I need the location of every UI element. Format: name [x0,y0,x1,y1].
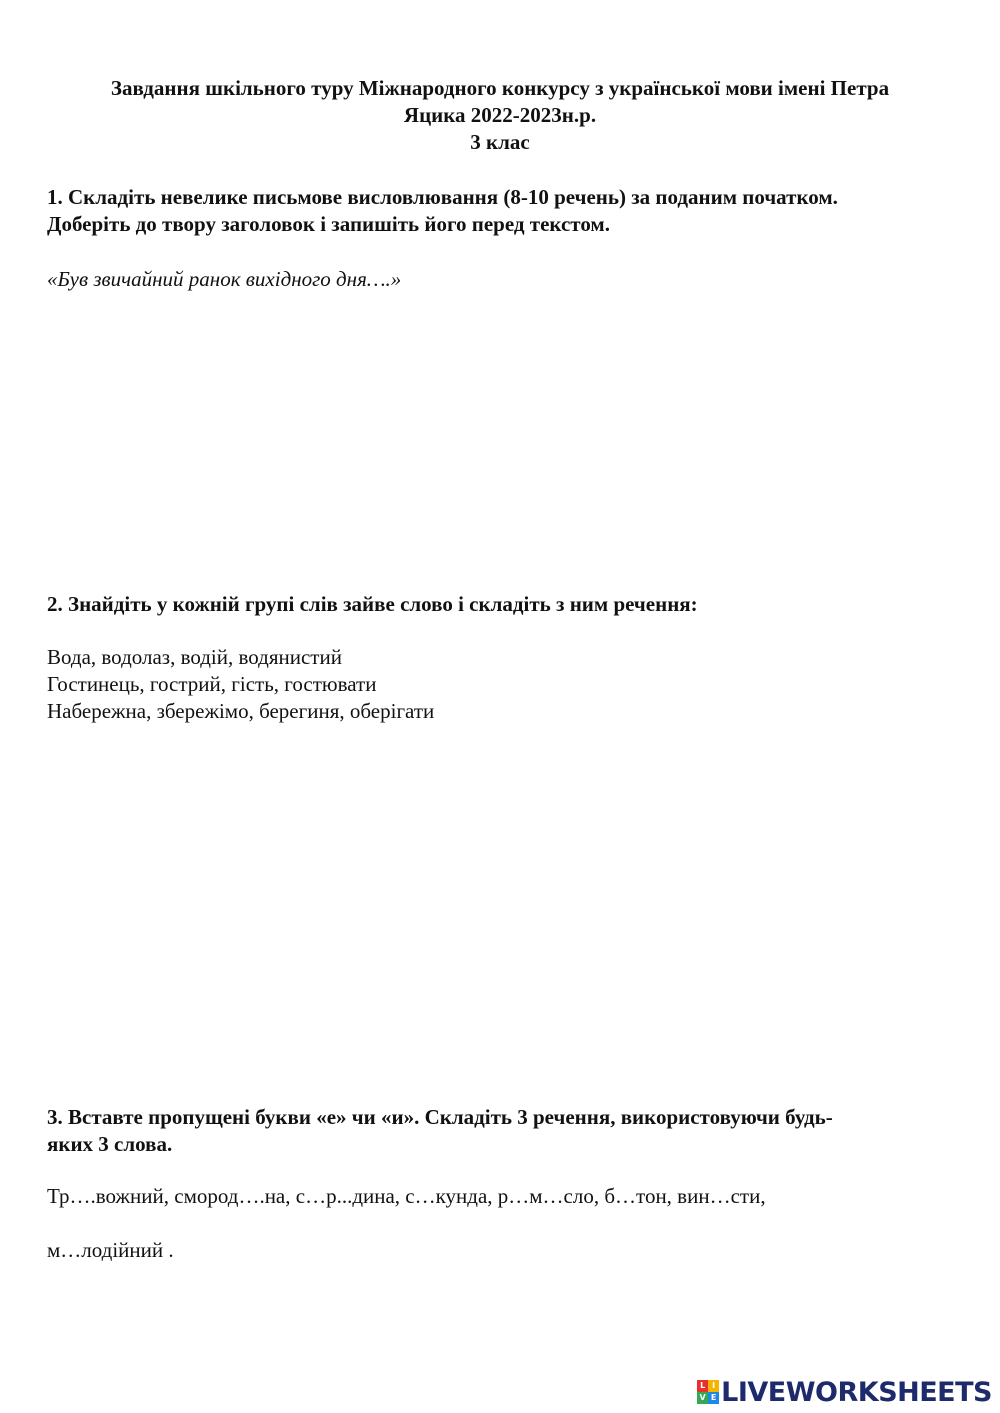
task-2-heading: 2. Знайдіть у кожній групі слів зайве слово і складіть з ним речення: [47,592,698,616]
task-1-heading-line-1: 1. Складіть невелике письмове висловлювання (8-10 речень) за поданим початком. [47,185,838,209]
logo-block-l: L [697,1380,708,1392]
task-1-prompt: «Був звичайний ранок вихідного дня….» [47,267,402,291]
logo-block-v: V [697,1392,708,1404]
logo-block-i: I [708,1380,719,1392]
task-1-heading [47,184,957,238]
grade-label: 3 клас [470,130,530,154]
title-line-2: Яцика 2022-2023н.р. [403,103,597,127]
logo-icon [697,1380,719,1404]
task-3-words-line-2: м…лодійний . [47,1238,174,1262]
title-line-1: Завдання шкільного туру Міжнародного конкурсу з української мови імені Петра [110,76,890,100]
task-3-heading-line-1: 3. Вставте пропущені букви «е» чи «и». Складіть 3 речення, використовуючи будь- [47,1105,833,1129]
task-2-word-groups [47,644,957,725]
task-3-heading-line-2: яких 3 слова. [47,1132,173,1156]
liveworksheets-logo [697,1377,992,1407]
task-1-heading-line-2: Доберіть до твору заголовок і запишіть його перед текстом. [47,212,610,236]
document-title [40,75,960,156]
task-3-words-line-1: Тр….вожний, смород….на, с…р...дина, с…кунда, р…м…сло, б…тон, вин…сти, [47,1184,766,1208]
word-group: Набережна, збережімо, берегиня, оберігати [47,699,435,723]
logo-brand-text: LIVEWORKSHEETS [721,1376,992,1408]
word-group: Гостинець, гострий, гість, гостювати [47,672,377,696]
logo-block-e: E [708,1392,719,1404]
word-group: Вода, водолаз, водій, водянистий [47,645,342,669]
task-3-heading [47,1104,957,1158]
